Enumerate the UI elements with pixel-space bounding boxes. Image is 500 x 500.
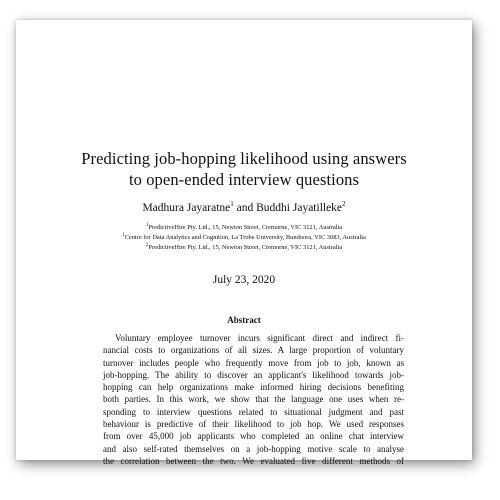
abstract-line: Voluntary employee turnover incurs significant direct and indirect fi- — [115, 333, 404, 343]
author-name: Buddhi Jayatilleke — [256, 201, 343, 214]
abstract-line: the correlation between the two. We evaluated five different methods of — [103, 455, 404, 466]
affiliations — [16, 222, 472, 252]
author-list — [16, 200, 472, 214]
abstract-line: and also self-rated themselves on a job-hopping motive scale to analyse — [103, 443, 404, 454]
abstract-body — [103, 332, 404, 467]
affiliation-mark: 2 — [342, 200, 346, 208]
title-line: Predicting job-hopping likelihood using answers — [81, 149, 407, 168]
abstract-line: from over 45,000 job applicants who completed an online chat interview — [103, 431, 404, 442]
abstract-line: both parties. In this work, we show that the language one uses when re- — [103, 394, 404, 405]
paper-page — [16, 20, 472, 466]
abstract-heading: Abstract — [227, 315, 261, 325]
affiliation-mark: 1 — [145, 223, 149, 228]
abstract-line: job-hopping. The ability to discover an applicant's likelihood towards job- — [103, 369, 404, 380]
abstract-line: sponding to interview questions related to situational judgment and past — [103, 406, 404, 417]
author-conjunction: and — [233, 201, 257, 214]
abstract-line: nancial costs to organizations of all sizes. A large proportion of voluntary — [103, 345, 404, 356]
affiliation-line — [16, 232, 472, 242]
abstract-line: behaviour is predictive of their likelihood to job hop. We used responses — [103, 419, 404, 430]
affiliation-text: PredictiveHire Pty. Ltd., 15, Newton Street, Cremorne, VIC 3121, Australia — [148, 224, 343, 232]
title-line: to open-ended interview questions — [128, 170, 360, 189]
affiliation-text: PredictiveHire Pty. Ltd., 15, Newton Street, Cremorne, VIC 3121, Australia — [148, 244, 343, 252]
abstract-line: turnover includes people who frequently move from job to job, known as — [103, 357, 404, 368]
paper-title — [16, 148, 472, 190]
affiliation-mark: 1 — [122, 233, 125, 239]
affiliation-mark: 1 — [230, 200, 234, 208]
abstract-line: hopping can help organizations make informed hiring decisions benefiting — [103, 382, 404, 393]
paper-date: July 23, 2020 — [212, 274, 276, 286]
affiliation-mark: 2 — [145, 243, 149, 249]
affiliation-line — [16, 242, 472, 252]
affiliation-line — [16, 222, 472, 232]
author-name: Madhura Jayaratne — [142, 201, 231, 214]
affiliation-text: Centre for Data Analytics and Cognition, La Trobe University, Bundoora, VIC 3083, Australia — [124, 234, 366, 242]
